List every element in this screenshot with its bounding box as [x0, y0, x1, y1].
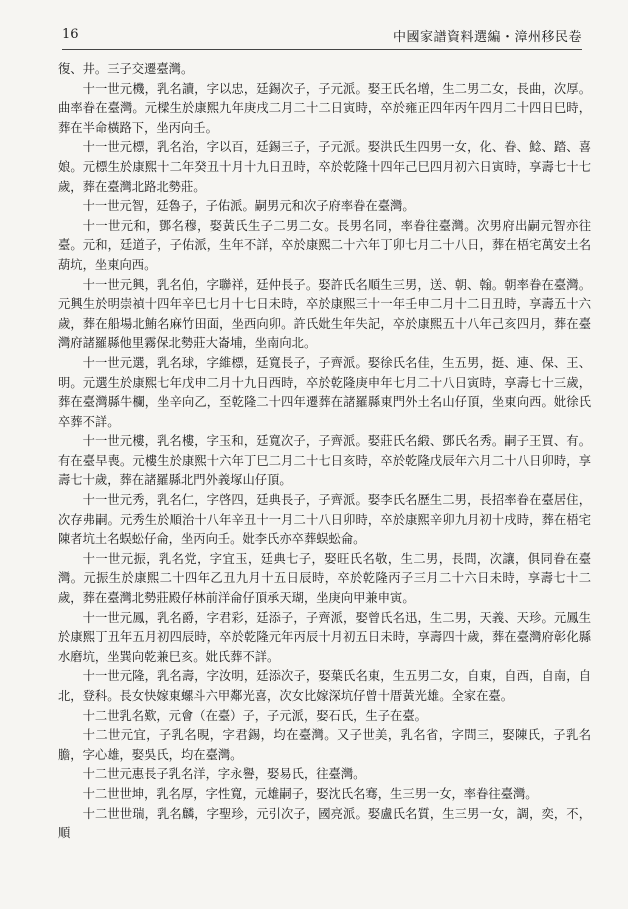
paragraph: 十一世元智，廷魯子，子佑派。嗣男元和次子府率眷在臺灣。	[82, 199, 415, 214]
paragraph: 十二世元惠長子乳名洋，字永譽，娶易氏，往臺灣。	[82, 767, 366, 782]
paragraph: 十一世元鳳，乳名爵，字君彩，廷添子，子齊派，娶曾氏名迅，生二男，天義、天珍。元鳳生於康熙丁丑年五月初四辰時，卒於乾隆元年丙辰十月初五日未時，享壽四十歲，葬在臺灣府彰化縣水磨坑，坐巽向乾兼巳亥。妣氏葬不詳。	[58, 610, 591, 664]
paragraph: 十二世元宜，子乳名晛，字君錫，均在臺灣。又子世美，乳名省，字問三，娶陳氏，子乳名膽，字心雄，娶吳氏，均在臺灣。	[58, 728, 591, 762]
paragraph: 十二世世坤，乳名厚，字性寬，元雄嗣子，娶沈氏名骞，生三男一女，率眷往臺灣。	[82, 786, 538, 801]
page-number: 16	[62, 27, 79, 42]
page-header	[62, 23, 582, 50]
paragraph: 十一世元標，乳名治，字以百，廷錫三子，子元派。娶洪氏生四男一女，化、眷、鯰、踏、喜娘。元標生於康熙十二年癸丑十月十九日丑時，卒於乾隆十四年己巳四月初六日寅時，享壽七十七歲，葬在臺灣北路北勢莊。	[58, 140, 591, 194]
paragraph: 十一世元選，乳名球，字維標，廷寬長子，子齊派。娶徐氏名佳，生五男，挺、連、保、王、明。元選生於康熙七年戊申二月十九日西時，卒於乾隆庚申年七月二十八日寅時，享壽七十三歲，葬在臺灣縣牛欄，坐辛向乙，至乾隆二十四年遷葬在諸羅縣東門外土名山仔頂，坐東向西。妣徐氏卒葬不詳。	[58, 355, 591, 429]
paragraph: 復、井。三子交遷臺灣。	[58, 62, 194, 76]
paragraph: 十二世乳名歎，元會（在臺）子，子元派，娶石氏，生子在臺。	[82, 708, 427, 723]
paragraph: 十二世世瑞，乳名麟，字聖珍，元引次子，國亮派。娶盧氏名質，生三男一女，調，奕，不，順	[58, 806, 591, 841]
running-title: 中國家譜資料選編・漳州移民卷	[392, 30, 582, 45]
paragraph: 十一世元秀，乳名仁，字啓四，廷典長子，子齊派。娶李氏名歷生二男，長招率眷在臺居住，次存弗嗣。元秀生於順治十八年辛丑十一月二十八日卯時，卒於康熙辛卯九月初十戌時，葬在梧宅陳者坑土名蜈蚣仔侖，坐丙向壬。妣李氏亦卒葬蜈蚣侖。	[58, 493, 591, 547]
paragraph: 十一世元和，鄧名穆，娶黃氏生子二男二女。長男名同，率眷往臺灣。次男府出嗣元智亦往臺。元和，廷道子，子佑派，生年不詳，卒於康熙二十六年丁卯七月二十八日，葬在梧宅萬安土名葫坑，坐東向西。	[58, 218, 591, 272]
paragraph: 十一世元隆，乳名壽，字汝明，廷添次子，娶葉氏名東，生五男二女，自東，自西，自南，自北，登科。長女快嫁東螺斗六甲鄰光喜，次女比嫁深坑仔曾十厝黃光雄。全家在臺。	[58, 669, 591, 703]
paragraph: 十一世元機，乳名讀，字以忠，廷錫次子，子元派。娶王氏名增，生二男二女，長曲，次厚。曲率眷在臺灣。元樑生於康熙九年庚戌二月二十二日寅時，卒於雍正四年丙午四月二十四日巳時，葬在半命橫路下，坐丙向壬。	[58, 81, 591, 135]
body-text	[58, 60, 591, 844]
paragraph: 十一世元興，乳名伯，字聯祥，廷仲長子。娶許氏名順生三男，送、朝、翰。朝率眷在臺灣。元興生於明崇禎十四年辛巳七月十七日未時，卒於康熙三十一年壬申二月十二日丑時，享壽五十六歲，葬在船場北鮪名麻竹田面，坐西向卯。許氏妣生年失記，卒於康熙五十八年己亥四月，葬在臺灣府諸羅縣他里霧保北勢莊大崙埔，坐南向北。	[58, 277, 591, 351]
paragraph: 十一世元振，乳名党，字宜玉，廷典七子，娶旺氏名敬，生二男，長問，次讓，俱同眷在臺灣。元振生於康熙二十四年乙丑九月十五日辰時，卒於乾隆丙子三月二十六日未時，享壽七十二歲，葬在臺灣北勢莊殿仔林前洋侖仔頂承天瑚，坐庚向甲兼申寅。	[58, 551, 591, 606]
paragraph: 十一世元樓，乳名樓，字玉和，廷寬次子，子齊派。娶莊氏名緞、鄧氏名秀。嗣子王買、有。有在臺早喪。元樓生於康熙十六年丁巳二月二十七日亥時，卒於乾隆戊辰年六月二十八日卯時，享壽七十歲，葬在諸羅縣北門外義塚山仔頂。	[58, 434, 591, 488]
